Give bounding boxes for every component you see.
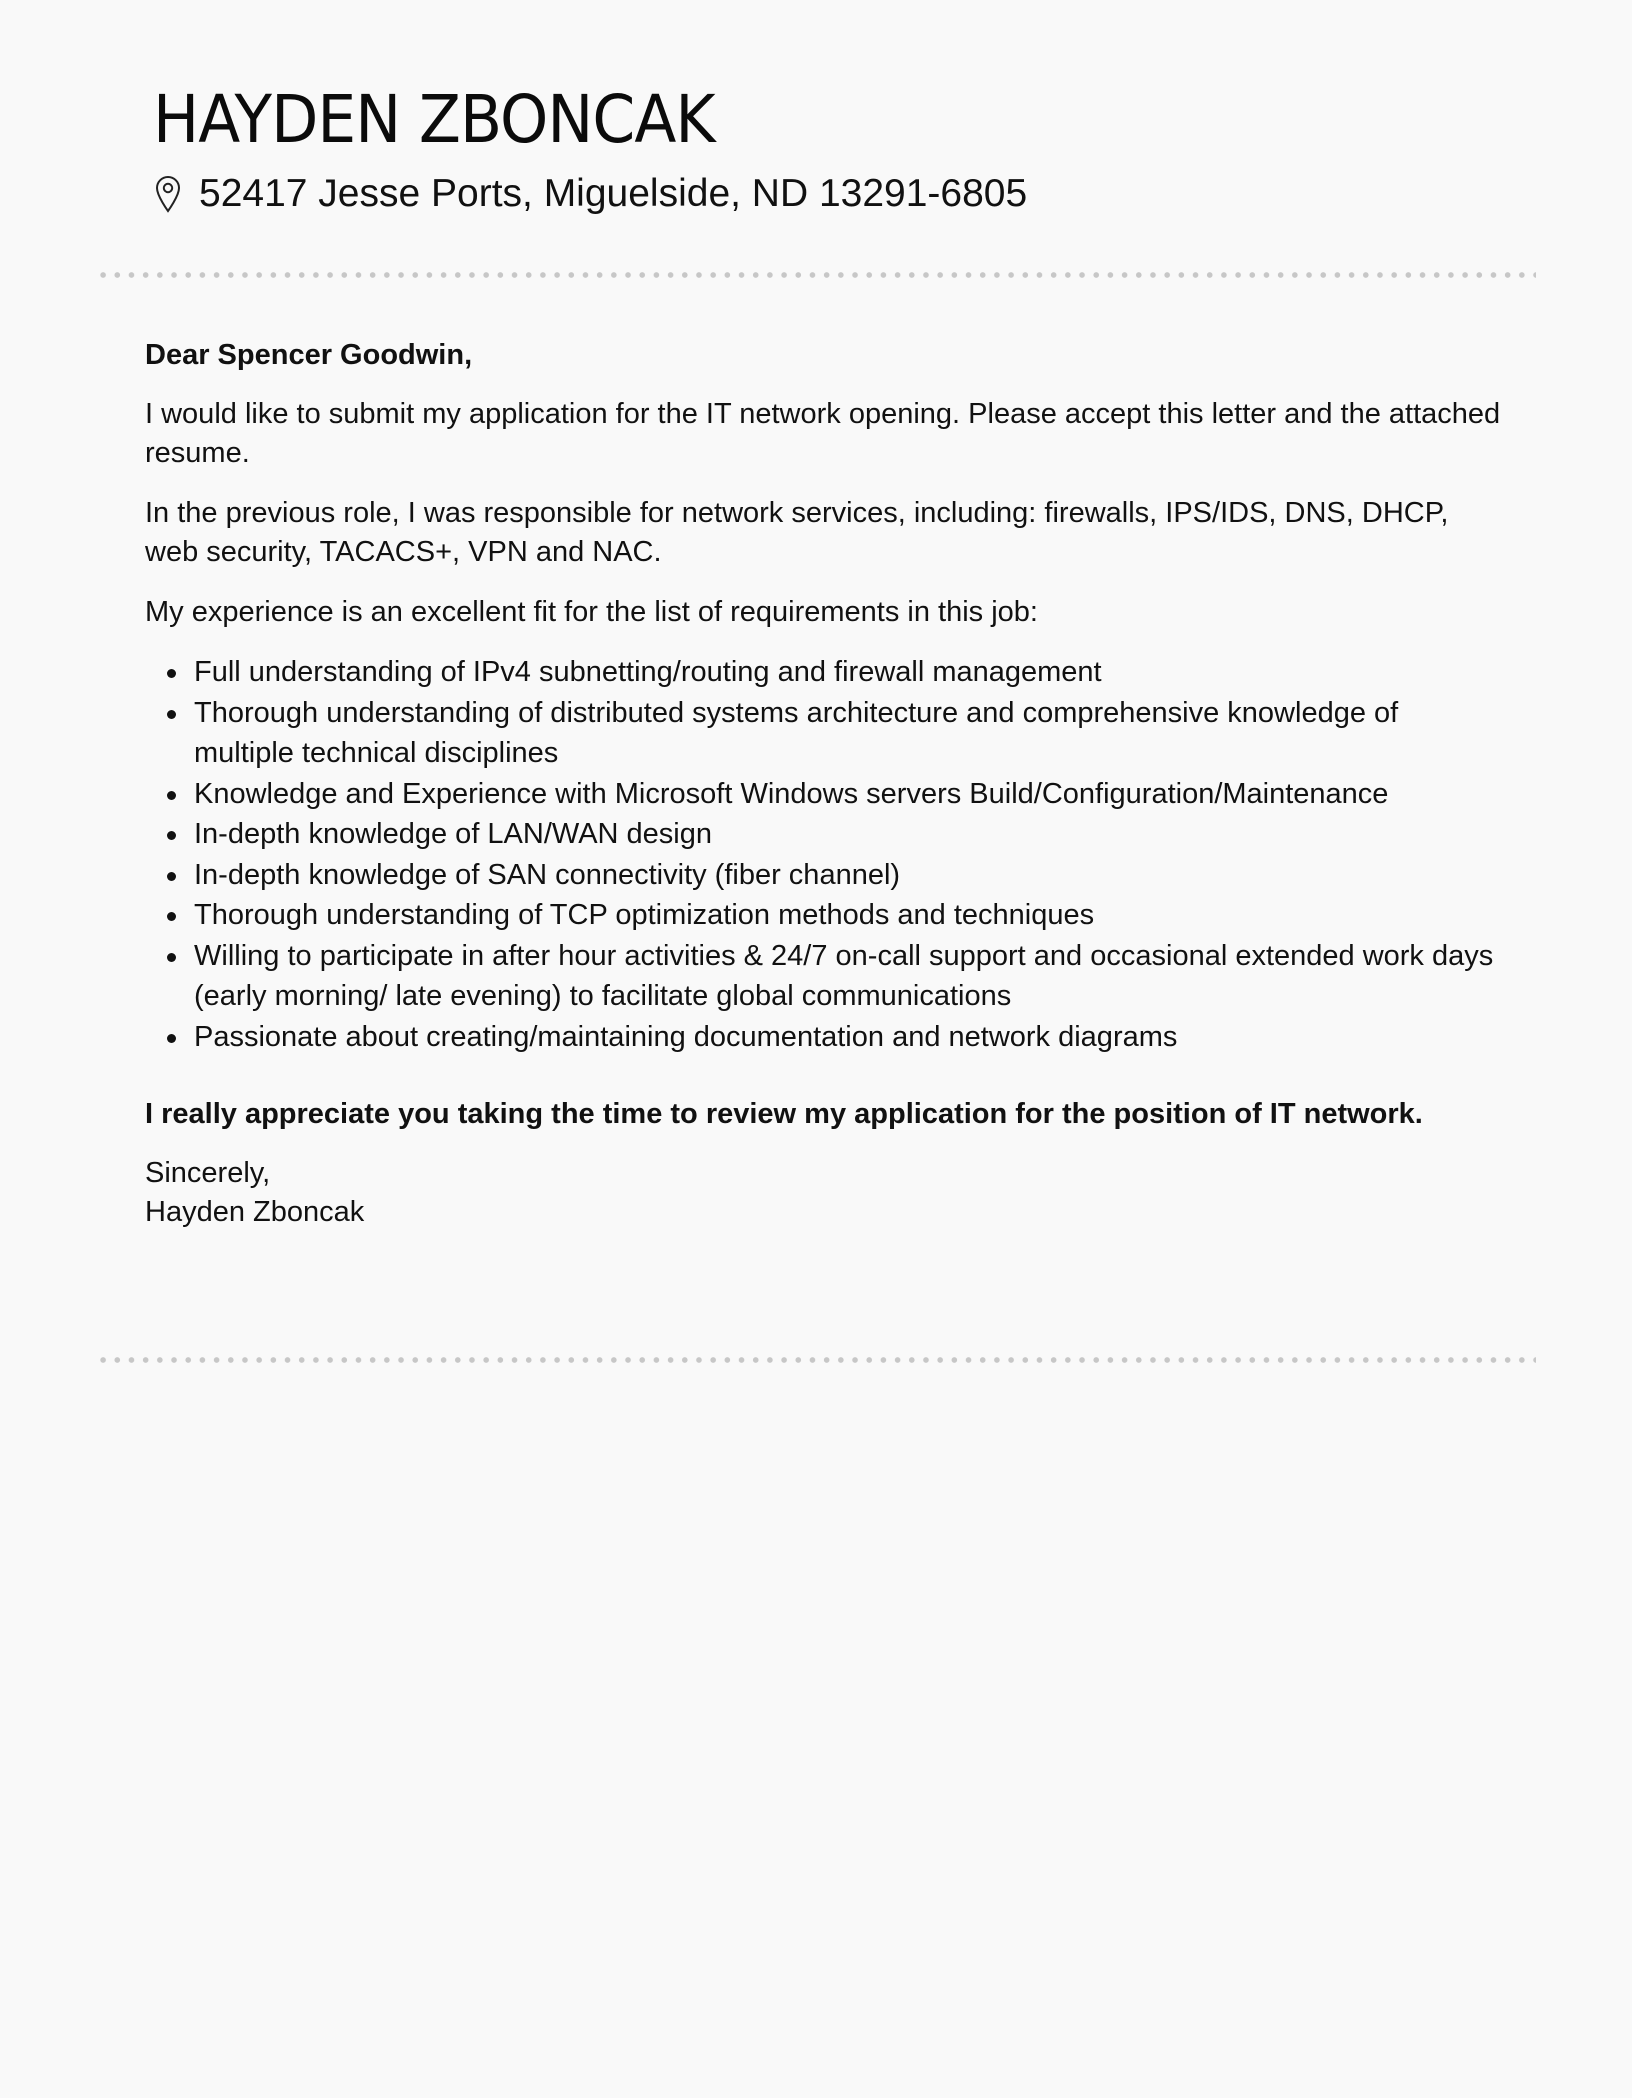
signature-name: Hayden Zboncak — [145, 1196, 365, 1228]
map-pin-icon — [153, 174, 183, 214]
list-item: Thorough understanding of TCP optimization methods and techniques — [145, 895, 1505, 936]
applicant-name: HAYDEN ZBONCAK — [153, 81, 715, 158]
top-dotted-divider — [96, 271, 1536, 279]
letter-header — [153, 80, 1503, 222]
list-item: Passionate about creating/maintaining documentation and network diagrams — [145, 1017, 1505, 1058]
list-item: In-depth knowledge of SAN connectivity (fiber channel) — [145, 855, 1505, 896]
bullet-icon — [167, 912, 176, 921]
paragraph-intro: I would like to submit my application for the IT network opening. Please accept this letter and the attached resume. — [145, 398, 1501, 469]
list-item: Knowledge and Experience with Microsoft Windows servers Build/Configuration/Maintenance — [145, 774, 1505, 815]
bullet-icon — [167, 831, 176, 840]
signoff: Sincerely, — [145, 1157, 271, 1189]
bottom-dotted-divider — [96, 1356, 1536, 1364]
bullet-icon — [167, 953, 176, 962]
requirements-list — [145, 652, 1505, 1057]
bullet-icon — [167, 669, 176, 678]
address-row — [153, 166, 1503, 222]
list-item: In-depth knowledge of LAN/WAN design — [145, 814, 1505, 855]
paragraph-requirements-intro: My experience is an excellent fit for the list of requirements in this job: — [145, 596, 1038, 628]
bullet-icon — [167, 710, 176, 719]
bullet-icon — [167, 1034, 176, 1043]
bullet-icon — [167, 872, 176, 881]
bullet-icon — [167, 791, 176, 800]
salutation: Dear Spencer Goodwin, — [145, 339, 473, 371]
list-item: Full understanding of IPv4 subnetting/routing and firewall management — [145, 652, 1505, 693]
letter-body — [145, 336, 1505, 1232]
applicant-address: 52417 Jesse Ports, Miguelside, ND 13291-6805 — [199, 172, 1028, 215]
list-item: Thorough understanding of distributed systems architecture and comprehensive knowledge of multiple technical disciplines — [145, 693, 1505, 774]
paragraph-previous-role: In the previous role, I was responsible for network services, including: firewalls, IPS/IDS, DNS, DHCP, web security, TACACS+, VPN and NAC. — [145, 497, 1449, 568]
list-item: Willing to participate in after hour activities & 24/7 on-call support and occasional extended work days (early morning/ late evening) to facilitate global communications — [145, 936, 1505, 1017]
closing-statement: I really appreciate you taking the time to review my application for the position of IT network. — [145, 1098, 1423, 1130]
